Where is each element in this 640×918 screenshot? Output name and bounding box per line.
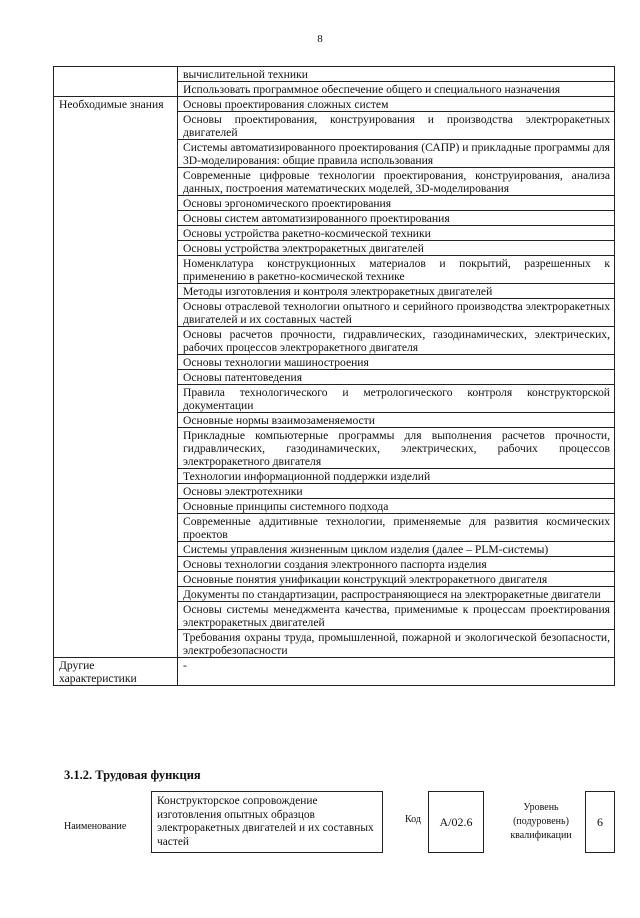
requirement-item: Основы технологии создания электронного паспорта изделия [178,557,615,572]
table-row [54,67,615,82]
table-row [54,97,615,112]
code-field: A/02.6 [428,791,484,853]
requirement-item: Основы электротехники [178,484,615,499]
requirement-item: Методы изготовления и контроля электроракетных двигателей [178,284,615,299]
requirement-item: Основы устройства ракетно-космической техники [178,226,615,241]
row-label: Необходимые знания [54,97,178,658]
requirements-table [53,66,615,686]
row-label: Другие характеристики [54,658,178,686]
requirement-item: Современные аддитивные технологии, применяемые для развития космических проектов [178,514,615,542]
requirement-item: Основные принципы системного подхода [178,499,615,514]
requirement-item: Основы отраслевой технологии опытного и серийного производства электроракетных двигателей и их составных частей [178,299,615,327]
requirement-item: Технологии информационной поддержки изделий [178,469,615,484]
requirement-item: Современные цифровые технологии проектирования, конструирования, анализа данных, построения математических моделей, 3D-моделирования [178,168,615,196]
level-label: Уровень (подуровень) квалификации [510,802,572,841]
requirement-item: Основные понятия унификации конструкций электроракетного двигателя [178,572,615,587]
requirement-item: Основы расчетов прочности, гидравлических, газодинамических, электрических, рабочих процессов электроракетного двигателя [178,327,615,355]
requirement-item: Системы управления жизненным циклом изделия (далее – PLM-системы) [178,542,615,557]
requirement-item: Использовать программное обеспечение общего и специального назначения [178,82,615,97]
level-field: 6 [585,791,615,853]
requirement-item: Основы патентоведения [178,370,615,385]
section-heading: 3.1.2. Трудовая функция [64,768,201,782]
requirement-item: Основы систем автоматизированного проектирования [178,211,615,226]
name-label: Наименование [64,821,127,832]
requirement-item: Основы технологии машиностроения [178,355,615,370]
table-row [54,658,615,686]
requirement-item: Прикладные компьютерные программы для выполнения расчетов прочности, гидравлических, газодинамических, электрических, рабочих процессов электроракетного двигателя [178,428,615,469]
requirement-item: Правила технологического и метрологического контроля конструкторской документации [178,385,615,413]
page-number: 8 [317,33,323,45]
function-name-field: Конструкторское сопровождение изготовления опытных образцов электроракетных двигателей и их составных частей [151,791,383,853]
requirement-item: Основы проектирования, конструирования и производства электроракетных двигателей [178,112,615,140]
requirement-item: Номенклатура конструкционных материалов и покрытий, разрешенных к применению в ракетно-космической технике [178,256,615,284]
requirement-item: Основы проектирования сложных систем [178,97,615,112]
requirement-item: Системы автоматизированного проектирования (САПР) и прикладные программы для 3D-моделирования: общие правила использования [178,140,615,168]
row-label [54,67,178,97]
requirement-item: Основные нормы взаимозаменяемости [178,413,615,428]
requirement-item: Основы устройства электроракетных двигателей [178,241,615,256]
requirement-item: Требования охраны труда, промышленной, пожарной и экологической безопасности, электробезопасности [178,630,615,658]
requirement-item: вычислительной техники [178,67,615,82]
code-label: Код [405,814,421,825]
requirement-item: Документы по стандартизации, распространяющиеся на электроракетные двигатели [178,587,615,602]
requirement-item: Основы эргономического проектирования [178,196,615,211]
requirement-item: Основы системы менеджмента качества, применимые к процессам проектирования электроракетных двигателей [178,602,615,630]
requirement-item: - [178,658,615,686]
